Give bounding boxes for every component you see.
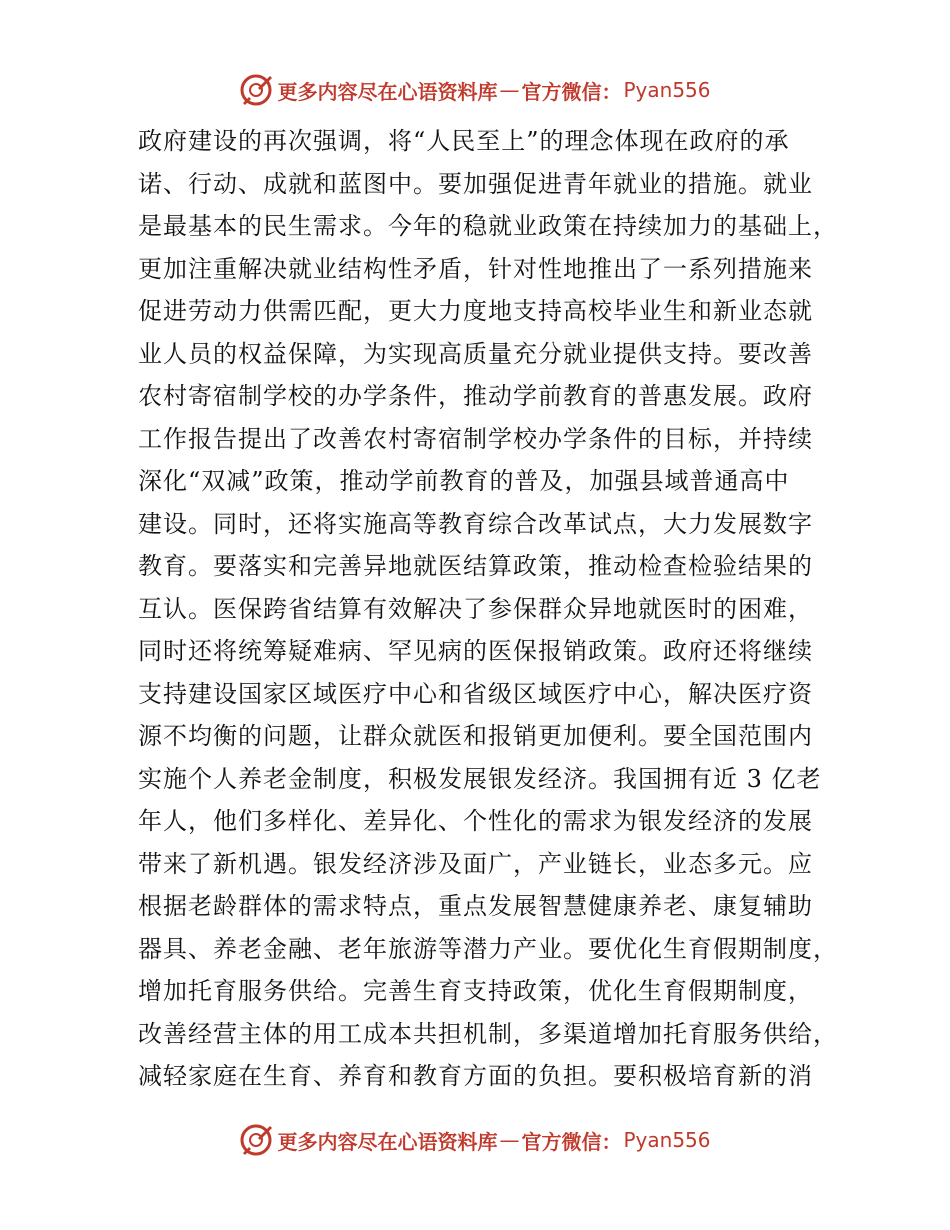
body-line: 源不均衡的问题，让群众就医和报销更加便利。要全国范围内 [138,722,813,750]
footer-banner [0,1120,950,1160]
body-line: 是最基本的民生需求。今年的稳就业政策在持续加力的基础上， [138,212,838,240]
document-body [138,120,838,1098]
body-line: 深化“双减”政策，推动学前教育的普及，加强县域普通高中 [138,467,790,495]
body-line: 业人员的权益保障，为实现高质量充分就业提供支持。要改善 [138,339,813,368]
body-line: 教育。要落实和完善异地就医结算政策，推动检查检验结果的 [138,552,813,580]
header-banner [0,70,950,110]
body-line: 根据老龄群体的需求特点，重点发展智慧健康养老、康复辅助 [138,892,813,920]
banner-title: 更多内容尽在心语资料库 [277,79,498,104]
body-line: 政府建设的再次强调，将“人民至上”的理念体现在政府的承 [138,127,790,155]
banner-title: 更多内容尽在心语资料库 [277,1129,498,1154]
body-line: 促进劳动力供需匹配，更大力度地支持高校毕业生和新业态就 [138,297,813,325]
body-line: 年人，他们多样化、差异化、个性化的需求为银发经济的发展 [138,807,813,835]
body-line: 带来了新机遇。银发经济涉及面广，产业链长，业态多元。应 [138,849,813,878]
body-line: 器具、养老金融、老年旅游等潜力产业。要优化生育假期制度， [138,934,838,963]
body-line: 支持建设国家区域医疗中心和省级区域医疗中心，解决医疗资 [138,679,813,708]
banner-wechat-id: Pyan556 [623,78,711,102]
body-line: 工作报告提出了改善农村寄宿制学校办学条件的目标，并持续 [138,424,813,453]
body-line: 实施个人养老金制度，积极发展银发经济。我国拥有近 3 亿老 [138,764,822,793]
banner-separator: — [499,78,520,102]
pen-circle-logo-icon [239,73,273,107]
body-line: 建设。同时，还将实施高等教育综合改革试点，大力发展数字 [138,509,813,538]
banner-wechat-id: Pyan556 [623,1128,711,1152]
body-line: 增加托育服务供给。完善生育支持政策，优化生育假期制度， [138,977,813,1005]
body-line: 改善经营主体的用工成本共担机制，多渠道增加托育服务供给， [138,1019,838,1048]
body-line: 互认。医保跨省结算有效解决了参保群众异地就医时的困难， [138,594,813,623]
body-line: 诺、行动、成就和蓝图中。要加强促进青年就业的措施。就业 [138,169,813,198]
body-line: 同时还将统筹疑难病、罕见病的医保报销政策。政府还将继续 [138,637,813,665]
banner-wechat-label: 官方微信： [521,79,622,104]
banner-separator: — [499,1128,520,1152]
pen-circle-logo-icon [239,1123,273,1157]
body-line: 减轻家庭在生育、养育和教育方面的负担。要积极培育新的消 [138,1062,813,1090]
body-line: 更加注重解决就业结构性矛盾，针对性地推出了一系列措施来 [138,254,813,283]
body-line: 农村寄宿制学校的办学条件，推动学前教育的普惠发展。政府 [138,382,813,410]
banner-wechat-label: 官方微信： [521,1129,622,1154]
